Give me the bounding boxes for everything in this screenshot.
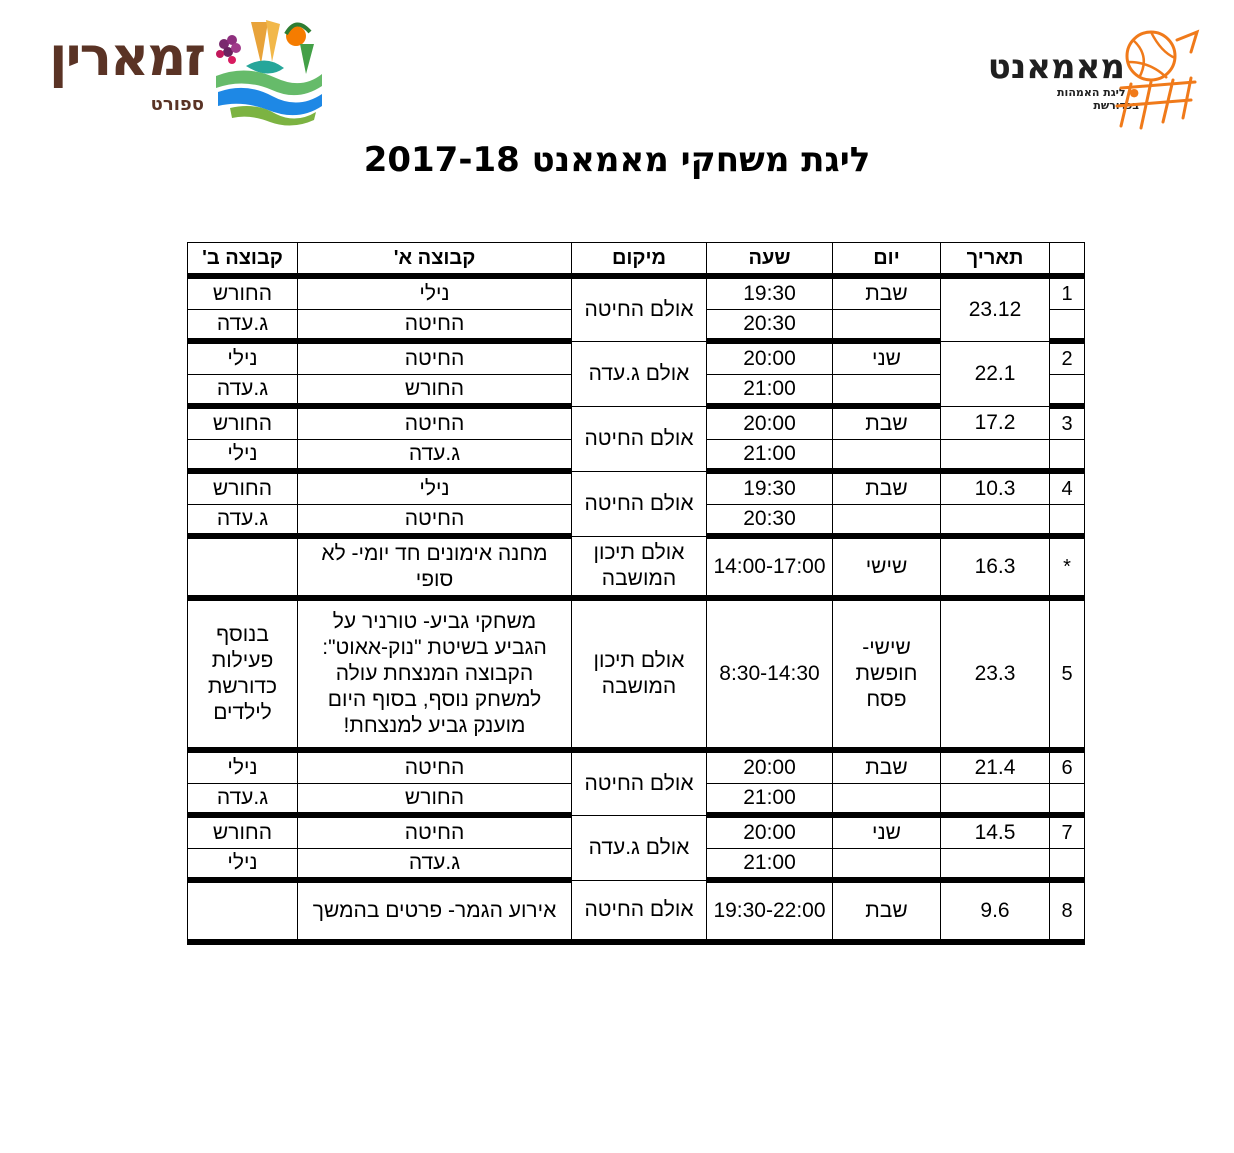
table-row xyxy=(188,406,1085,440)
event-description: משחקי גביע- טורניר על הגביע בשיטת "נוק-אאוט": הקבוצה המנצחת עולה למשחק נוסף, בסוף היום מוענק גביע למנצחת! xyxy=(298,598,572,750)
team-a: החורש xyxy=(298,784,572,816)
round-number: 5 xyxy=(1050,598,1085,750)
game-time: 19:30 xyxy=(707,276,833,310)
team-b: ג.עדה xyxy=(188,505,298,537)
round-number: 4 xyxy=(1050,471,1085,505)
round-day-empty xyxy=(833,784,941,816)
team-a: החיטה xyxy=(298,406,572,440)
header-num xyxy=(1050,243,1085,277)
team-b: החורש xyxy=(188,471,298,505)
round-day: שבת xyxy=(833,750,941,784)
round-day: שני xyxy=(833,815,941,849)
game-time: 20:00 xyxy=(707,341,833,375)
team-a: נילי xyxy=(298,471,572,505)
round-number: 3 xyxy=(1050,406,1085,440)
team-a: החיטה xyxy=(298,341,572,375)
table-row xyxy=(188,276,1085,310)
round-number: * xyxy=(1050,536,1085,598)
round-day: שבת xyxy=(833,471,941,505)
game-time: 20:00 xyxy=(707,406,833,440)
round-venue: אולם תיכון המושבה xyxy=(572,536,707,598)
page-title: ליגת משחקי מאמאנט 2017-18 xyxy=(363,140,871,180)
header-day: יום xyxy=(833,243,941,277)
team-a: ג.עדה xyxy=(298,440,572,472)
zmarin-logo-name: זמארין xyxy=(49,25,204,88)
round-day: שישי xyxy=(833,536,941,598)
event-description: מחנה אימונים חד יומי- לא סופי xyxy=(298,536,572,598)
team-b: נילי xyxy=(188,341,298,375)
round-day-empty xyxy=(833,505,941,537)
mamanet-logo-subtitle: ● ליגת האמהות בכדורשת xyxy=(1057,86,1139,112)
round-day: שישי- חופשת פסח xyxy=(833,598,941,750)
table-row xyxy=(188,341,1085,375)
zmarin-emblem-icon xyxy=(206,14,326,126)
round-day-empty xyxy=(833,849,941,881)
mamanet-logo xyxy=(987,22,1205,132)
team-b: ג.עדה xyxy=(188,375,298,407)
zmarin-logo-subtitle: ספורט xyxy=(150,94,204,115)
header-date: תאריך xyxy=(941,243,1050,277)
round-date: 22.1 xyxy=(941,341,1050,406)
header-team-b: קבוצה ב' xyxy=(188,243,298,277)
round-venue: אולם החיטה xyxy=(572,471,707,536)
team-a: החיטה xyxy=(298,310,572,342)
table-row xyxy=(188,598,1085,750)
team-b: ג.עדה xyxy=(188,310,298,342)
zmarin-sport-logo xyxy=(34,14,334,124)
round-number: 7 xyxy=(1050,815,1085,849)
round-date-empty xyxy=(941,440,1050,472)
round-number: 6 xyxy=(1050,750,1085,784)
game-time: 21:00 xyxy=(707,440,833,472)
team-b: נילי xyxy=(188,440,298,472)
round-number: 1 xyxy=(1050,276,1085,310)
game-time: 21:00 xyxy=(707,784,833,816)
schedule-table xyxy=(187,242,1085,945)
team-b-empty xyxy=(188,880,298,942)
game-time: 14:00-17:00 xyxy=(707,536,833,598)
round-venue: אולם החיטה xyxy=(572,880,707,942)
extra-activity: בנוסף פעילות כדורשת לילדים xyxy=(188,598,298,750)
round-number-empty xyxy=(1050,849,1085,881)
round-number-empty xyxy=(1050,375,1085,407)
team-b-empty xyxy=(188,536,298,598)
round-number-empty xyxy=(1050,310,1085,342)
game-time: 20:30 xyxy=(707,310,833,342)
round-date-empty xyxy=(941,849,1050,881)
game-time: 21:00 xyxy=(707,849,833,881)
round-date: 10.3 xyxy=(941,471,1050,505)
team-a: נילי xyxy=(298,276,572,310)
volleyball-emblem-icon xyxy=(1111,22,1203,132)
round-venue: אולם החיטה xyxy=(572,406,707,471)
team-b: נילי xyxy=(188,849,298,881)
round-date: 9.6 xyxy=(941,880,1050,942)
table-row xyxy=(188,536,1085,598)
mamanet-logo-name: מאמאנט xyxy=(987,47,1125,87)
round-date: 21.4 xyxy=(941,750,1050,784)
header-venue: מיקום xyxy=(572,243,707,277)
table-header-row xyxy=(188,243,1085,277)
round-date: 17.2 xyxy=(941,406,1050,440)
round-date: 23.3 xyxy=(941,598,1050,750)
game-time: 21:00 xyxy=(707,375,833,407)
round-number-empty xyxy=(1050,505,1085,537)
round-date-empty xyxy=(941,505,1050,537)
team-b: החורש xyxy=(188,276,298,310)
game-time: 20:00 xyxy=(707,815,833,849)
header-time: שעה xyxy=(707,243,833,277)
round-day-empty xyxy=(833,375,941,407)
round-day: שני xyxy=(833,341,941,375)
header-team-a: קבוצה א' xyxy=(298,243,572,277)
event-description: אירוע הגמר- פרטים בהמשך xyxy=(298,880,572,942)
round-date: 16.3 xyxy=(941,536,1050,598)
game-time: 20:30 xyxy=(707,505,833,537)
round-day: שבת xyxy=(833,880,941,942)
round-day: שבת xyxy=(833,276,941,310)
round-day-empty xyxy=(833,440,941,472)
round-date: 23.12 xyxy=(941,276,1050,341)
team-b: החורש xyxy=(188,815,298,849)
game-time: 19:30 xyxy=(707,471,833,505)
game-time: 8:30-14:30 xyxy=(707,598,833,750)
team-a: החיטה xyxy=(298,750,572,784)
round-venue: אולם החיטה xyxy=(572,750,707,815)
round-venue: אולם החיטה xyxy=(572,276,707,341)
table-row xyxy=(188,471,1085,505)
round-date-empty xyxy=(941,784,1050,816)
team-b: החורש xyxy=(188,406,298,440)
round-number: 8 xyxy=(1050,880,1085,942)
round-day: שבת xyxy=(833,406,941,440)
game-time: 20:00 xyxy=(707,750,833,784)
team-b: ג.עדה xyxy=(188,784,298,816)
round-venue: אולם ג.עדה xyxy=(572,341,707,406)
table-row xyxy=(188,815,1085,849)
game-time: 19:30-22:00 xyxy=(707,880,833,942)
table-row xyxy=(188,750,1085,784)
team-a: החיטה xyxy=(298,505,572,537)
round-venue: אולם ג.עדה xyxy=(572,815,707,880)
round-number-empty xyxy=(1050,784,1085,816)
team-a: ג.עדה xyxy=(298,849,572,881)
team-a: החיטה xyxy=(298,815,572,849)
round-number: 2 xyxy=(1050,341,1085,375)
round-date: 14.5 xyxy=(941,815,1050,849)
round-day-empty xyxy=(833,310,941,342)
team-a: החורש xyxy=(298,375,572,407)
table-row xyxy=(188,880,1085,942)
team-b: נילי xyxy=(188,750,298,784)
round-number-empty xyxy=(1050,440,1085,472)
round-venue: אולם תיכון המושבה xyxy=(572,598,707,750)
